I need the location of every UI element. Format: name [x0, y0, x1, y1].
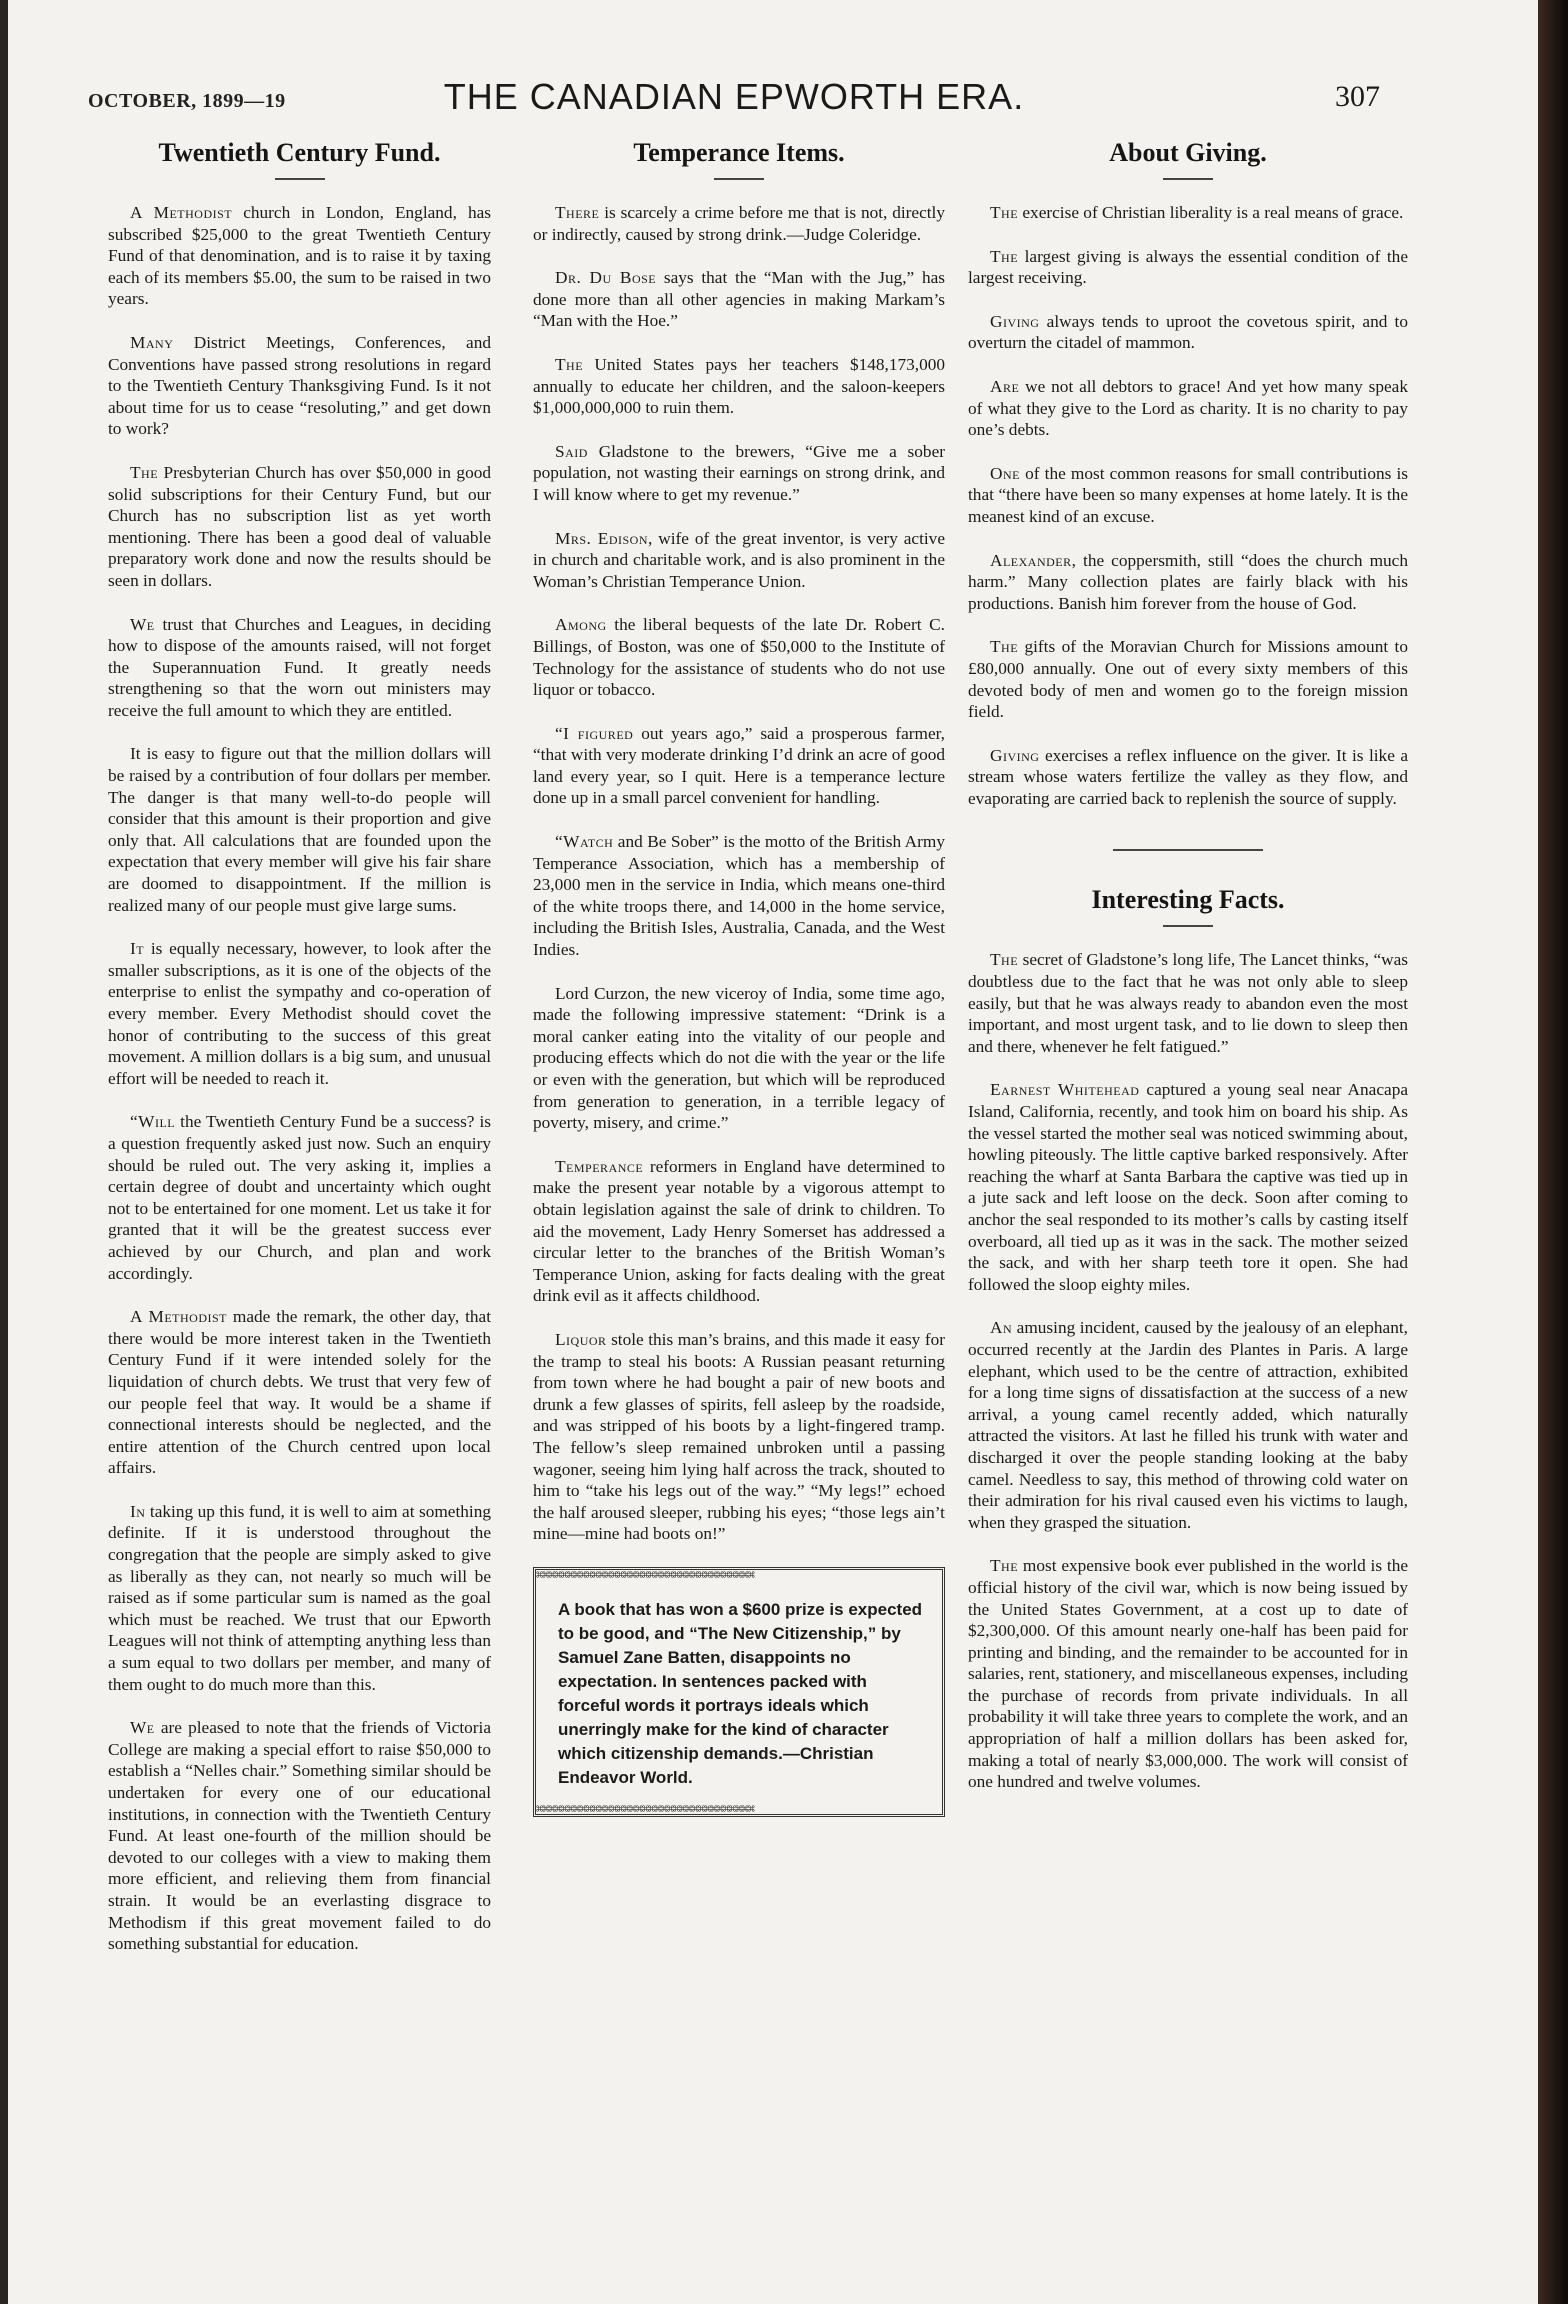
paragraph-lead: It: [130, 939, 145, 959]
article-paragraph: [533, 202, 945, 245]
paragraph-lead: We: [130, 1718, 155, 1738]
article-paragraph: [108, 332, 491, 440]
article-paragraph: [968, 202, 1408, 224]
paragraph-lead: The: [990, 246, 1019, 266]
paragraph-text: captured a young seal near Anacapa Island, California, recently, and took him on board his ship. As the vessel started the mother seal was noticed swimming about, howling piteously. The little captive barked responsively. After reaching the wharf at Santa Barbara the captive was tied up in a jute sack and left loose on the deck. Soon after coming to anchor the seal responded to its mother’s calls by casting itself overboard, all tied up as it was in the sack. The mother seized the sack, and with her sharp teeth tore it open. She had followed the sloop eighty miles.: [968, 1080, 1408, 1294]
paragraph-list: [533, 202, 945, 1545]
paragraph-lead: The: [555, 354, 584, 374]
ornamental-border-top: ⌘⌘⌘⌘⌘⌘⌘⌘⌘⌘⌘⌘⌘⌘⌘⌘⌘⌘⌘⌘⌘⌘⌘⌘⌘⌘⌘⌘⌘⌘⌘⌘⌘⌘⌘: [536, 1567, 754, 1582]
article-paragraph: [968, 1079, 1408, 1295]
paragraph-text: largest giving is always the essential condition of the largest receiving.: [968, 246, 1408, 288]
paragraph-lead: An: [990, 1318, 1013, 1338]
paragraph-lead: Many: [130, 332, 174, 352]
paragraph-text: out years ago,” said a prosperous farmer, “that with very moderate drinking I’d drink an acre of good land every year, so I quit. Here is a temperance lecture done up in a small parcel convenient for handling.: [533, 723, 945, 808]
paragraph-lead: Giving: [990, 311, 1040, 331]
paragraph-lead: Alexander: [990, 550, 1072, 570]
book-spine: [1538, 0, 1568, 2304]
paragraph-lead: Are: [990, 376, 1020, 396]
paragraph-lead: The: [990, 203, 1019, 222]
article-paragraph: [533, 983, 945, 1134]
title-rule: [275, 178, 325, 180]
paragraph-text: , wife of the great inventor, is very active in church and charitable work, and is also prominent in the Woman’s Christian Temperance Union.: [533, 528, 945, 591]
article-paragraph: [533, 267, 945, 332]
column-twentieth-century-fund: [108, 138, 491, 1977]
paragraph-text: exercises a reflex influence on the giver. It is like a stream whose waters fertilize the valley as they flow, and evaporating are carried back to replenish the source of supply.: [968, 745, 1408, 808]
paragraph-text: we not all debtors to grace! And yet how many speak of what they give to the Lord as charity. It is no charity to pay one’s debts.: [968, 376, 1408, 440]
paragraph-list: [968, 202, 1408, 809]
article-paragraph: [968, 311, 1408, 354]
article-paragraph: [533, 723, 945, 809]
paragraph-text: are pleased to note that the friends of Victoria College are making a special effort to raise $50,000 to establish a “Nelles chair.” Something similar should be undertaken for every one of our educational institutions, in connection with the Twentieth Century Fund. At least one-fourth of the million should be devoted to our colleges with a view to making them more efficient, and relieving them from financial strain. It would be an everlasting disgrace to Methodism if this great movement failed to do something substantial for education.: [108, 1718, 491, 1954]
running-head: [88, 76, 1380, 126]
paragraph-lead: The: [990, 1556, 1019, 1576]
paragraph-lead: Temperance: [555, 1156, 644, 1176]
article-paragraph: [968, 745, 1408, 810]
column-temperance-items: [533, 138, 945, 1817]
article-paragraph: [108, 202, 491, 310]
article-paragraph: [533, 1329, 945, 1545]
paragraph-list: [108, 202, 491, 1955]
paragraph-text: , the coppersmith, still “does the church much harm.” Many collection plates are fairly black with his productions. Banish him forever from the house of God.: [968, 550, 1408, 613]
paragraph-text: the Twentieth Century Fund be a success? is a question frequently asked just now. Such an enquiry should be ruled out. The very asking it, implies a certain degree of doubt and uncertainty which ought not to be entertained for one moment. Let us take it for granted that it will be the greatest success ever achieved by our Church, and plan and work accordingly.: [108, 1112, 491, 1283]
paragraph-text: trust that Churches and Leagues, in deciding how to dispose of the amounts raised, will not forget the Superannuation Fund. It greatly needs strengthening so that the worn out ministers may receive the full amount to which they are entitled.: [108, 614, 491, 720]
section-title: Temperance Items.: [633, 138, 845, 167]
article-paragraph: [968, 1555, 1408, 1793]
paragraph-text: of the most common reasons for small contributions is that “there have been so many expenses at home lately. It is the meanest kind of an excuse.: [968, 463, 1408, 526]
paragraph-lead: A Methodist: [130, 1307, 227, 1327]
article-paragraph: [108, 1111, 491, 1284]
book-notice-text: A book that has won a $600 prize is expected to be good, and “The New Citizenship,” by Samuel Zane Batten, disappoints no expectation. In sentences packed with forceful words it portrays ideals which unerringly make for the kind of character which citizenship demands.—Christian Endeavor World.: [558, 1599, 923, 1787]
paragraph-text: taking up this fund, it is well to aim at something definite. If it is understood throughout the congregation that the people are simply asked to give as liberally as they can, not nearly so much will be raised as if some particular sum is named as the goal which must be reached. We trust that our Epworth Leagues will not think of attempting anything less than a sum equal to two dollars per member, and many of them ought to do much more than this.: [108, 1501, 491, 1694]
paragraph-lead: “I figured: [555, 723, 634, 743]
page-number: 307: [1335, 80, 1380, 113]
article-paragraph: [533, 441, 945, 506]
section-divider: [1113, 849, 1263, 851]
article-paragraph: [108, 614, 491, 722]
paragraph-lead: The: [130, 462, 159, 482]
paragraph-text: exercise of Christian liberality is a real means of grace.: [1018, 203, 1404, 222]
ornamental-border-bottom: ⌘⌘⌘⌘⌘⌘⌘⌘⌘⌘⌘⌘⌘⌘⌘⌘⌘⌘⌘⌘⌘⌘⌘⌘⌘⌘⌘⌘⌘⌘⌘⌘⌘⌘⌘: [536, 1801, 754, 1816]
paragraph-lead: Liquor: [555, 1329, 607, 1349]
article-paragraph: [968, 376, 1408, 441]
paragraph-lead: Dr. Du Bose: [555, 268, 657, 288]
paragraph-text: made the remark, the other day, that there would be more interest taken in the Twentieth Century Fund if it were intended solely for the liquidation of church debts. We trust that very few of our people feel that way. It would be a shame if connectional interests should be neglected, and the entire attention of the Church centred upon local affairs.: [108, 1307, 491, 1478]
section-title: Twentieth Century Fund.: [158, 138, 441, 167]
paragraph-text: the liberal bequests of the late Dr. Robert C. Billings, of Boston, was one of $50,000 to the Institute of Technology for the assistance of students who do not use liquor or tobacco.: [533, 615, 945, 700]
paragraph-lead: “Watch: [555, 832, 614, 852]
title-rule: [714, 178, 764, 180]
section-title-interesting-facts: Interesting Facts.: [1091, 885, 1285, 915]
article-paragraph: [968, 246, 1408, 289]
book-notice-box: [533, 1567, 945, 1817]
article-paragraph: [533, 528, 945, 593]
article-paragraph: [108, 1306, 491, 1479]
article-paragraph: [108, 1717, 491, 1955]
paragraph-text: is scarcely a crime before me that is not, directly or indirectly, caused by strong drink.—Judge Coleridge.: [533, 203, 945, 244]
paragraph-lead: A Methodist: [130, 203, 233, 222]
paragraph-lead: “Will: [130, 1112, 176, 1132]
paragraph-lead: One: [990, 463, 1020, 483]
paragraph-lead: The: [990, 637, 1019, 657]
paragraph-text: amusing incident, caused by the jealousy of an elephant, occurred recently at the Jardin des Plantes in Paris. A large elephant, which used to be the centre of attraction, exhibited for a long time signs of dissatisfaction at the success of a new arrival, a young camel recently added, which naturally attracted the visitors. At last he filled his trunk with water and discharged it over the people standing looking at the baby camel. Needless to say, this method of throwing cold water on their admiration for his rival caused even his victims to laugh, when they grasped the situation.: [968, 1318, 1408, 1532]
paragraph-text: says that the “Man with the Jug,” has done more than all other agencies in making Markam’s “Man with the Hoe.”: [533, 268, 945, 331]
paragraph-lead: Among: [555, 615, 607, 635]
paragraph-text: United States pays her teachers $148,173,000 annually to educate her children, and the saloon-keepers $1,000,000,000 to ruin them.: [533, 354, 945, 418]
paragraph-lead: We: [130, 614, 155, 634]
paragraph-text: stole this man’s brains, and this made it easy for the tramp to steal his boots: A Russian peasant returning from town where he had bought a pair of new boots and drunk a few glasses of spirits, fell asleep by the roadside, and was stripped of his boots by a light-fingered tramp. The fellow’s sleep remained unbroken until a passing wagoner, seeing him lying half across the track, shouted to him to “take his legs out of the way.” “My legs!” echoed the half aroused sleeper, rubbing his eyes; “those legs ain’t mine—mine had boots on!”: [533, 1329, 945, 1544]
paragraph-text: most expensive book ever published in the world is the official history of the civil war, which is now being issued by the United States Government, at a cost up to date of $2,300,000. Of this amount nearly one-half has been paid for printing and binding, and the remainder to be accounted for in salaries, rent, stationery, and miscellaneous expenses, including the purchase of records from private individuals. In all probability it will take three years to complete the work, and an appropriation of half a million dollars has been asked for, making a total of nearly $3,000,000. The work will consist of one hundred and twelve volumes.: [968, 1556, 1408, 1792]
paragraph-text: reformers in England have determined to make the present year notable by a vigorous attempt to obtain legislation against the sale of drink to children. To aid the movement, Lady Henry Somerset has addressed a circular letter to the branches of the British Woman’s Temperance Union, asking for facts dealing with the great drink evil as it affects childhood.: [533, 1156, 945, 1306]
paragraph-lead: Giving: [990, 745, 1040, 765]
issue-date: OCTOBER, 1899—19: [88, 90, 286, 112]
title-rule: [1163, 925, 1213, 927]
paragraph-text: Gladstone to the brewers, “Give me a sober population, not wasting their earnings on strong drink, and I will know where to get my revenue.”: [533, 441, 945, 504]
article-paragraph: [533, 1156, 945, 1307]
paragraph-text: is equally necessary, however, to look after the smaller subscriptions, as it is one of the objects of the enterprise to enlist the sympathy and co-operation of every member. Every Methodist should covet the honor of contributing to the success of this great movement. A million dollars is a big sum, and unusual effort will be needed to reach it.: [108, 939, 491, 1088]
paragraph-text: District Meetings, Conferences, and Conventions have passed strong resolutions in regard to the Twentieth Century Thanksgiving Fund. Is it not about time for us to cease “resoluting,” and get down to work?: [108, 332, 491, 439]
article-paragraph: [533, 354, 945, 419]
paragraph-list: [968, 949, 1408, 1792]
column-about-giving: [968, 138, 1408, 1815]
paragraph-text: secret of Gladstone’s long life, The Lancet thinks, “was doubtless due to the fact that he was not only able to sleep easily, but that he was always ready to abandon even the most important, and most urgent task, and to lie down to sleep then and there, whenever he felt fatigued.”: [968, 950, 1408, 1056]
paragraph-text: always tends to uproot the covetous spirit, and to overturn the citadel of mammon.: [968, 311, 1408, 353]
title-rule: [1163, 178, 1213, 180]
paragraph-text: Lord Curzon, the new viceroy of India, some time ago, made the following impressive statement: “Drink is a moral canker eating into the vitality of our people and producing effects which do not die with the year or the life or even with the generation, but which will be reproduced from generation to generation, in a terrible legacy of poverty, misery, and crime.”: [533, 983, 945, 1133]
paragraph-lead: Earnest Whitehead: [990, 1080, 1140, 1100]
article-paragraph: [968, 550, 1408, 615]
book-gutter: [0, 0, 8, 2304]
article-paragraph: [968, 463, 1408, 528]
paragraph-lead: The: [990, 950, 1019, 970]
article-paragraph: [968, 636, 1408, 722]
article-paragraph: [108, 938, 491, 1089]
article-paragraph: [108, 743, 491, 916]
article-paragraph: [108, 1501, 491, 1695]
magazine-page: [8, 0, 1538, 2304]
paragraph-lead: Mrs. Edison: [555, 528, 648, 548]
paragraph-lead: In: [130, 1501, 146, 1521]
article-paragraph: [968, 1317, 1408, 1533]
paragraph-text: It is easy to figure out that the million dollars will be raised by a contribution of four dollars per member. The danger is that many well-to-do people will consider that this amount is their proportion and give only that. All calculations that are founded upon the expectation that every member will give his fair share are doomed to disappointment. If the million is realized many of our people must give large sums.: [108, 744, 491, 915]
article-paragraph: [108, 462, 491, 592]
article-paragraph: [533, 831, 945, 961]
paragraph-lead: There: [555, 203, 600, 222]
section-title: About Giving.: [1109, 138, 1267, 167]
article-paragraph: [968, 949, 1408, 1057]
paragraph-lead: Said: [555, 441, 588, 461]
article-paragraph: [533, 614, 945, 700]
paragraph-text: and Be Sober” is the motto of the British Army Temperance Association, which has a membership of 23,000 men in the service in India, which means one-third of the white troops there, and 14,000 in the home service, including the British Isles, Australia, Canada, and the West Indies.: [533, 832, 945, 960]
paragraph-text: Presbyterian Church has over $50,000 in good solid subscriptions for their Century Fund, but our Church has no subscription list as yet worth mentioning. There has been a good deal of valuable preparatory work done and now the results should be seen in dollars.: [108, 462, 491, 590]
paragraph-text: church in London, England, has subscribed $25,000 to the great Twentieth Century Fund of that denomination, and is to raise it by taxing each of its members $5.00, the sum to be raised in two years.: [108, 203, 492, 309]
paragraph-text: gifts of the Moravian Church for Missions amount to £80,000 annually. One out of every sixty members of this devoted body of men and women go to the foreign mission field.: [968, 637, 1408, 722]
magazine-title: THE CANADIAN EPWORTH ERA.: [443, 76, 1025, 117]
